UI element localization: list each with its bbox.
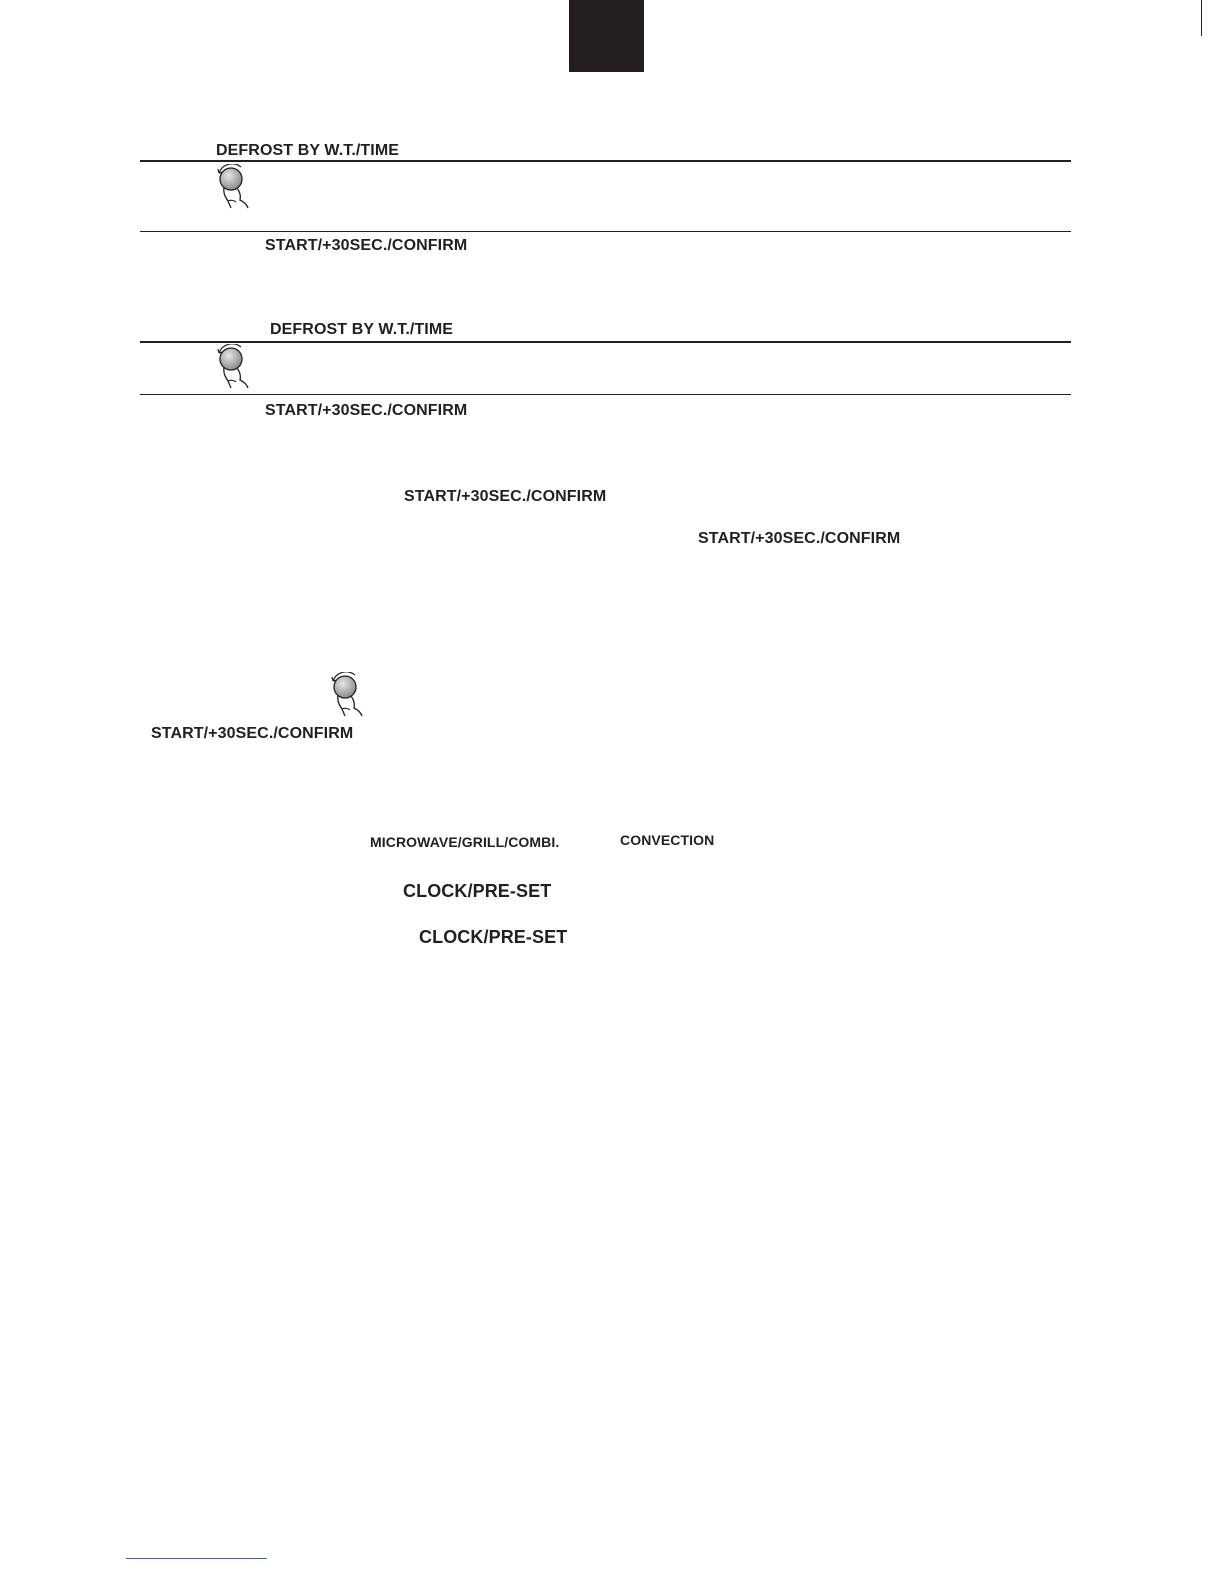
defrost-key-label-2: DEFROST BY W.T./TIME	[270, 321, 454, 338]
section-rule-1	[140, 160, 1071, 162]
start-key-label-1: START/+30SEC./CONFIRM	[265, 237, 468, 254]
dial-knob-hand-icon	[214, 164, 254, 212]
clock-key-label-1: CLOCK/PRE-SET	[403, 881, 552, 901]
start-key-label-4: START/+30SEC./CONFIRM	[698, 530, 901, 547]
start-key-label-2: START/+30SEC./CONFIRM	[265, 402, 468, 419]
footnote-rule	[126, 1558, 267, 1559]
dial-knob-hand-icon	[328, 672, 368, 720]
page-tab-marker	[569, 0, 644, 72]
start-key-label-3: START/+30SEC./CONFIRM	[404, 488, 607, 505]
convection-key-label: CONVECTION	[620, 832, 715, 848]
section-rule-4	[140, 394, 1071, 395]
clock-key-label-2: CLOCK/PRE-SET	[419, 927, 568, 947]
section-rule-3	[140, 341, 1071, 343]
microwave-key-label: MICROWAVE/GRILL/COMBI.	[370, 834, 560, 850]
section-rule-2	[140, 231, 1071, 232]
dial-knob-hand-icon	[214, 344, 254, 392]
defrost-key-label-1: DEFROST BY W.T./TIME	[216, 142, 400, 159]
start-key-label-5: START/+30SEC./CONFIRM	[151, 725, 354, 742]
margin-line	[1201, 0, 1202, 36]
